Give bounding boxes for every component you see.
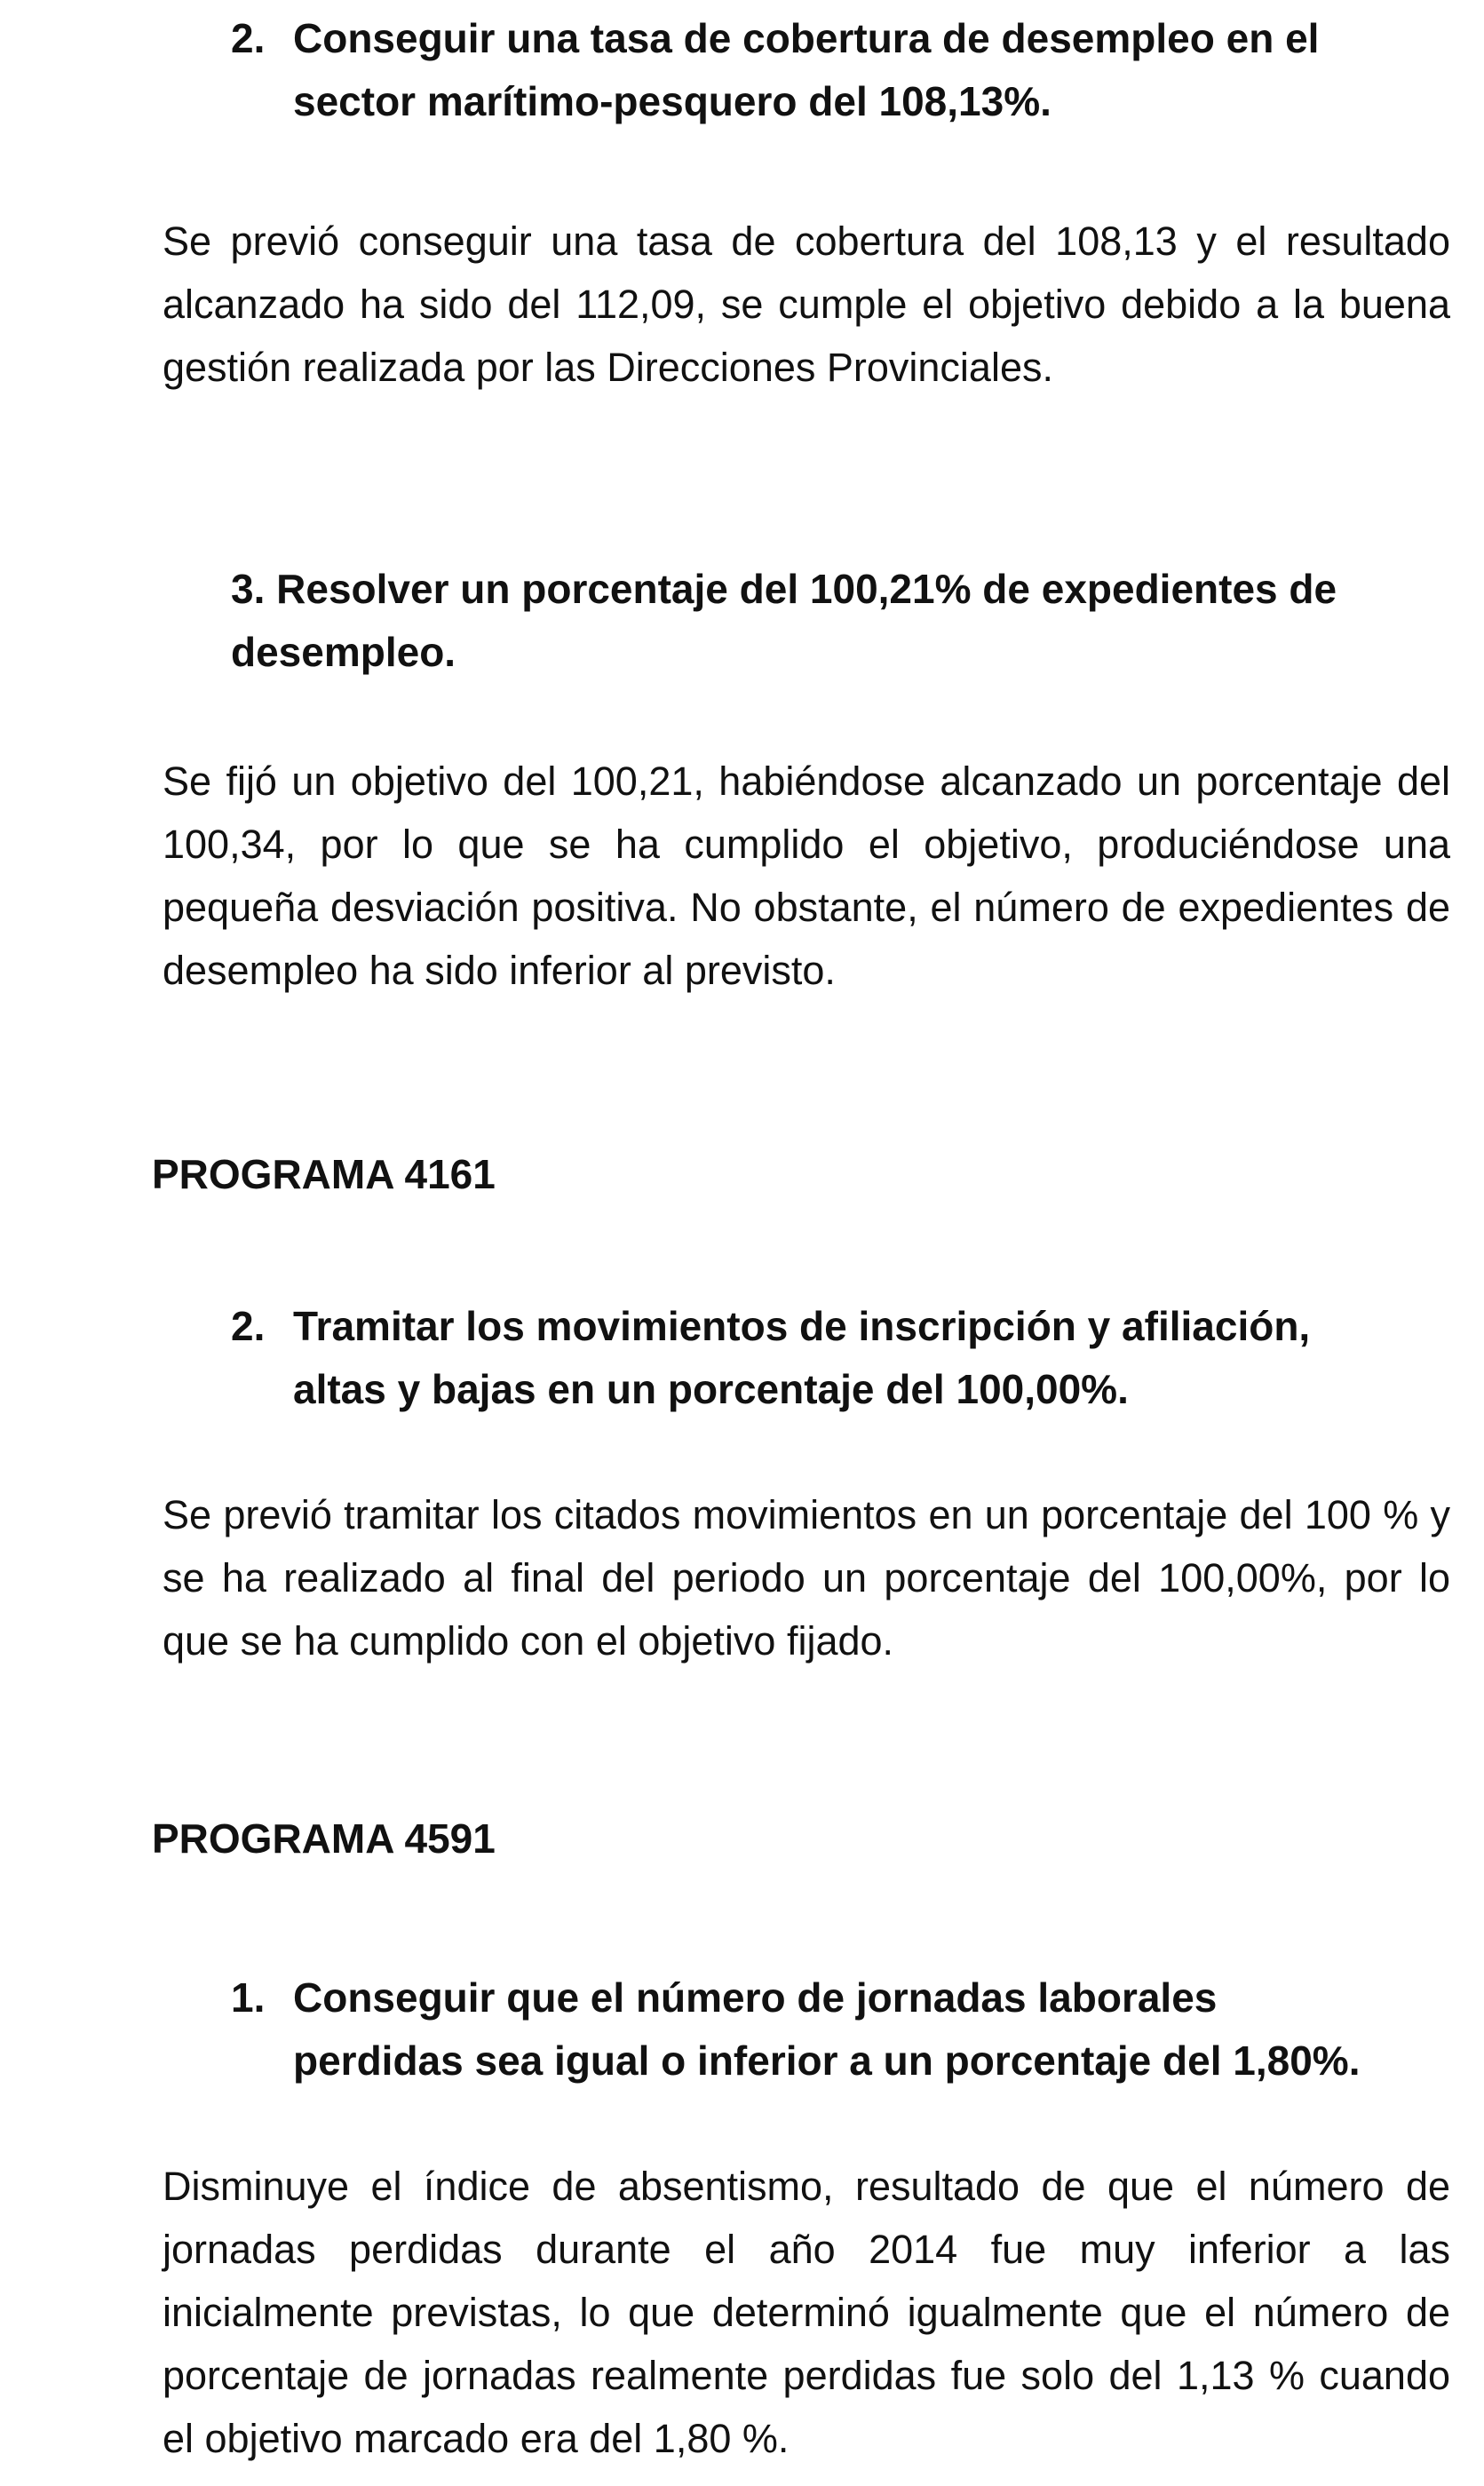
objective-heading [231, 1295, 1456, 1421]
objective-number: 2. [231, 15, 266, 61]
objective-title-line1: Conseguir una tasa de cobertura de desempleo en el [293, 15, 1320, 61]
objective-number: 3. [231, 566, 266, 612]
objective-title-line1: Resolver un porcentaje del 100,21% de expedientes de [276, 566, 1337, 612]
objective-title-line1: Conseguir que el número de jornadas laborales [293, 1974, 1218, 2021]
objective-paragraph: Se fijó un objetivo del 100,21, habiéndose alcanzado un porcentaje del 100,34, por lo que se ha cumplido el objetivo, produciéndose una pequeña desviación positiva. No obstante, el número de expedientes de desempleo ha sido inferior al previsto. [163, 759, 1450, 993]
objective-title-line2: altas y bajas en un porcentaje del 100,00%. [293, 1366, 1129, 1412]
objective-title-line2: sector marítimo-pesquero del 108,13%. [293, 78, 1051, 124]
objective-paragraph: Se previó conseguir una tasa de cobertura del 108,13 y el resultado alcanzado ha sido del 112,09, se cumple el objetivo debido a la buena gestión realizada por las Direcciones Provinciales. [163, 218, 1450, 390]
objective-title-line2: perdidas sea igual o inferior a un porcentaje del 1,80%. [293, 2037, 1361, 2084]
objective-title-line1: Tramitar los movimientos de inscripción y afiliación, [293, 1303, 1311, 1349]
objective-paragraph: Disminuye el índice de absentismo, resultado de que el número de jornadas perdidas durante el año 2014 fue muy inferior a las inicialmente previstas, lo que determinó igualmente que el número de porcentaje de jornadas realmente perdidas fue solo del 1,13 % cuando el objetivo marcado era del 1,80 %. [163, 2164, 1450, 2461]
objective-heading [231, 558, 1456, 684]
program-title: PROGRAMA 4161 [152, 1151, 496, 1197]
objective-number: 2. [231, 1303, 266, 1349]
objective-heading [231, 1966, 1456, 2093]
program-title: PROGRAMA 4591 [152, 1815, 496, 1862]
objective-heading [231, 7, 1456, 133]
objective-title-line2: desempleo. [231, 629, 456, 675]
objective-paragraph: Se previó tramitar los citados movimientos en un porcentaje del 100 % y se ha realizado al final del periodo un porcentaje del 100,00%, por lo que se ha cumplido con el objetivo fijado. [163, 1492, 1450, 1664]
objective-number: 1. [231, 1974, 266, 2021]
